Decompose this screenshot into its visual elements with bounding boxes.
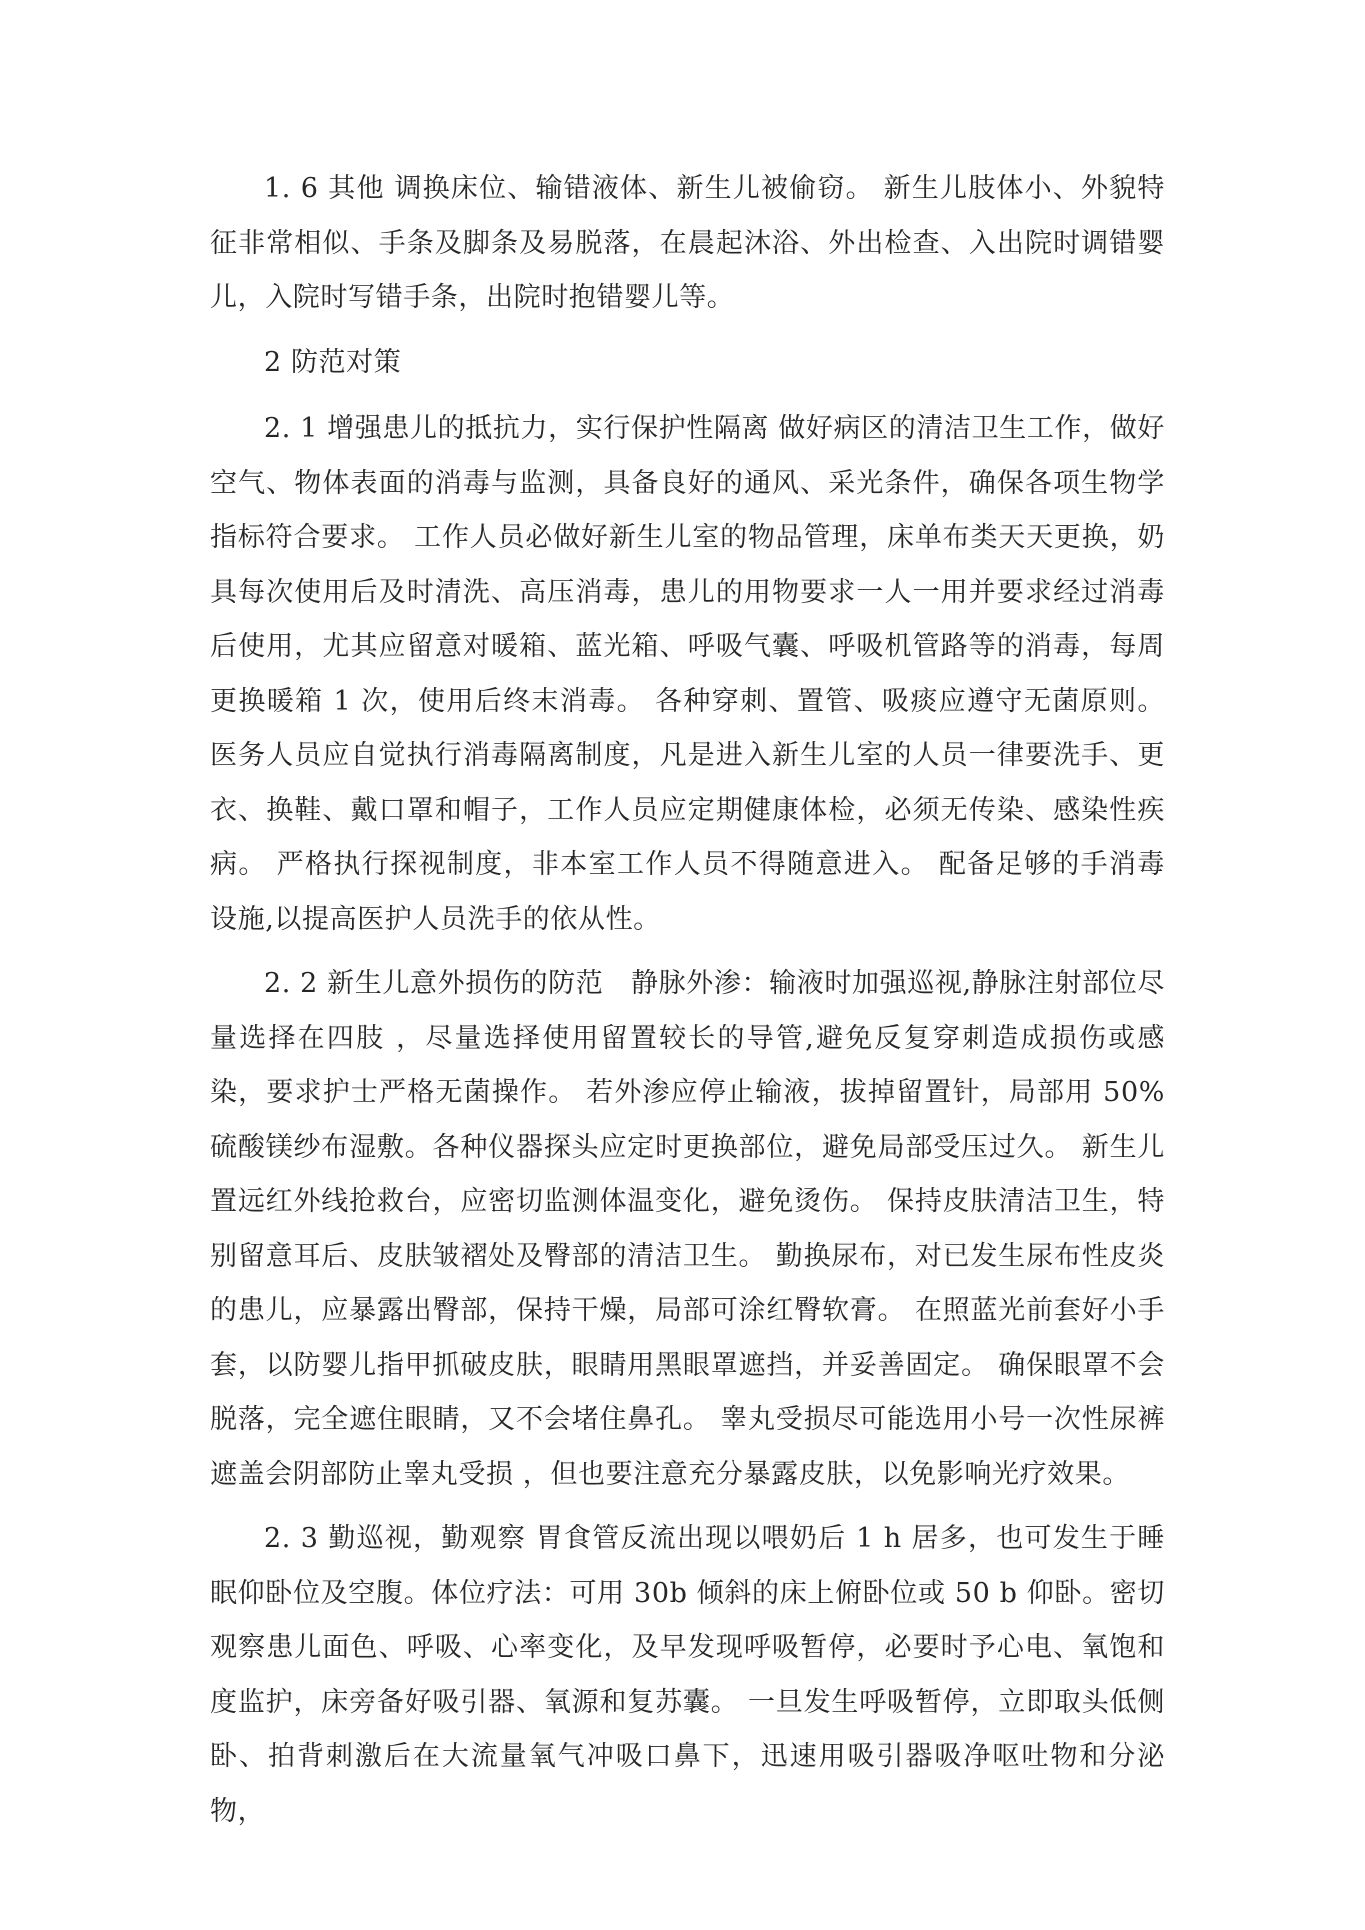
paragraph-2-3-observation: 2. 3 勤巡视，勤观察 胃食管反流出现以喂奶后 1 h 居多，也可发生于睡眠仰卧位及空腹。体位疗法：可用 30b 倾斜的床上俯卧位或 50 b 仰卧。密切观察患儿面色、呼吸、心率变化，及早发现呼吸暂停，必要时予心电、氧饱和度监护，床旁备好吸引器、氧源和复苏囊。 一旦发生呼吸暂停，立即取头低侧卧、拍背刺激后在大流量氧气冲吸口鼻下，迅速用吸引器吸净呕吐物和分泌物，	[210, 1523, 1165, 1827]
paragraph-1-6-other: 1. 6 其他 调换床位、输错液体、新生儿被偷窃。 新生儿肢体小、外貌特征非常相似、手条及脚条及易脱落，在晨起沐浴、外出检查、入出院时调错婴儿，入院时写错手条，出院时抱错婴儿等。	[210, 173, 1165, 313]
document-body	[210, 162, 1165, 1849]
paragraph-2-1-resistance: 2. 1 增强患儿的抵抗力，实行保护性隔离 做好病区的清洁卫生工作，做好空气、物体表面的消毒与监测，具备良好的通风、采光条件，确保各项生物学指标符合要求。 工作人员必做好新生儿室的物品管理，床单布类天天更换，奶具每次使用后及时清洗、高压消毒，患儿的用物要求一人一用并要求经过消毒后使用，尤其应留意对暖箱、蓝光箱、呼吸气囊、呼吸机管路等的消毒，每周更换暖箱 1 次，使用后终末消毒。 各种穿刺、置管、吸痰应遵守无菌原则。 医务人员应自觉执行消毒隔离制度，凡是进入新生儿室的人员一律要洗手、更衣、换鞋、戴口罩和帽子，工作人员应定期健康体检，必须无传染、感染性疾病。 严格执行探视制度，非本室工作人员不得随意进入。 配备足够的手消毒设施,以提高医护人员洗手的依从性。	[210, 413, 1165, 935]
paragraph-2-2-injury-prevention: 2. 2 新生儿意外损伤的防范 静脉外渗：输液时加强巡视,静脉注射部位尽量选择在四肢 ，尽量选择使用留置较长的导管,避免反复穿刺造成损伤或感染，要求护士严格无菌操作。 若外渗应停止输液，拔掉留置针，局部用 50%硫酸镁纱布湿敷。各种仪器探头应定时更换部位，避免局部受压过久。 新生儿置远红外线抢救台，应密切监测体温变化，避免烫伤。 保持皮肤清洁卫生，特别留意耳后、皮肤皱褶处及臀部的清洁卫生。 勤换尿布，对已发生尿布性皮炎的患儿，应暴露出臀部，保持干燥，局部可涂红臀软膏。 在照蓝光前套好小手套，以防婴儿指甲抓破皮肤，眼睛用黑眼罩遮挡，并妥善固定。 确保眼罩不会脱落，完全遮住眼睛，又不会堵住鼻孔。 睾丸受损尽可能选用小号一次性尿裤遮盖会阴部防止睾丸受损 ，但也要注意充分暴露皮肤，以免影响光疗效果。	[210, 968, 1165, 1490]
section-heading-prevention: 2 防范对策	[264, 346, 402, 378]
